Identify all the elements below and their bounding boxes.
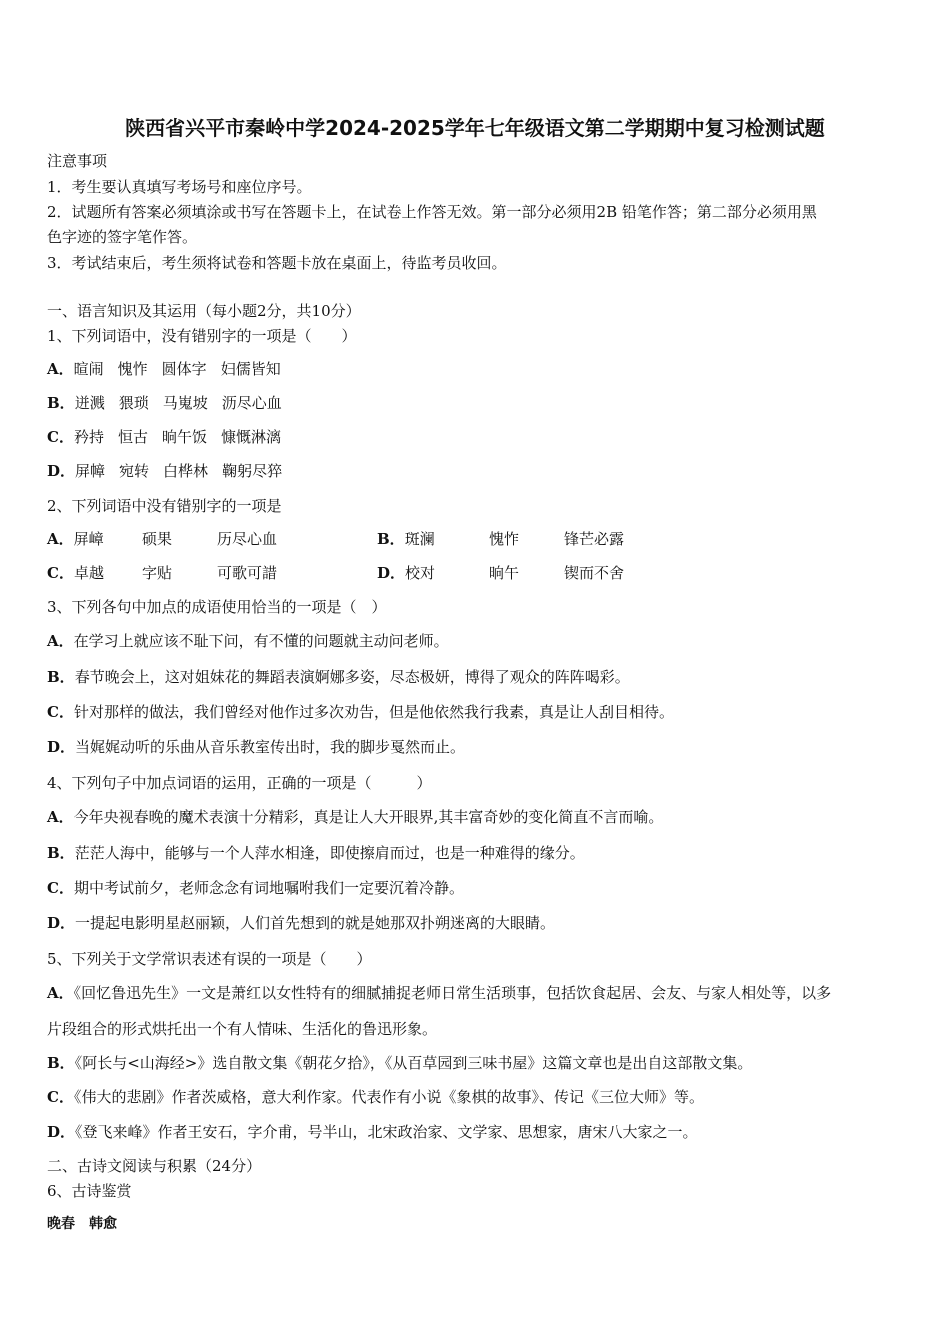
option-word: 慷慨淋漓: [221, 428, 282, 446]
option-label: B．: [47, 1054, 75, 1072]
q1-option-a: [47, 359, 281, 379]
option-word: 恒古: [117, 428, 148, 446]
option-word: 猥琐: [118, 394, 149, 412]
q5-option-a: [47, 983, 831, 1003]
q5-option-c: [47, 1087, 704, 1107]
option-word: 暄闹: [73, 360, 104, 378]
option-word: 锋芒必露: [564, 530, 625, 548]
notice-item: 2．试题所有答案必须填涂或书写在答题卡上，在试卷上作答无效。第一部分必须用2B 铅笔作答；第二部分必须用黑: [47, 203, 817, 221]
option-text: 《伟大的悲剧》作者茨威格，意大利作家。代表作有小说《象棋的故事》、传记《三位大师》等。: [73, 1088, 704, 1106]
notice-heading: 注意事项: [47, 152, 108, 170]
option-label: D．: [47, 738, 76, 756]
option-word: 屏嶂: [73, 530, 104, 548]
option-text: 《登飞来峰》作者王安石，字介甫，号半山，北宋政治家、文学家、思想家，唐宋八大家之一。: [75, 1123, 698, 1141]
option-word: 历尽心血: [217, 530, 278, 548]
option-word: 鞠躬尽猝: [222, 462, 283, 480]
option-text: 在学习上就应该不耻下问，有不懂的问题就主动问老师。: [73, 632, 449, 650]
option-text: 一提起电影明星赵丽颖，人们首先想到的就是她那双扑朔迷离的大眼睛。: [75, 914, 556, 932]
poem-author: 韩愈: [89, 1216, 117, 1232]
option-label: B．: [47, 844, 75, 862]
option-label: A．: [47, 360, 74, 378]
q2-option-d: [377, 563, 625, 583]
q4-option-d: [47, 913, 555, 933]
option-label: B．: [47, 668, 75, 686]
q2-option-b: [377, 529, 625, 549]
option-text: 春节晚会上，这对姐妹花的舞蹈表演婀娜多姿，尽态极妍，博得了观众的阵阵喝彩。: [74, 668, 630, 686]
option-word: 斑澜: [404, 530, 435, 548]
option-label: C．: [47, 1088, 74, 1106]
option-label: A．: [47, 984, 74, 1002]
option-word: 圆体字: [161, 360, 207, 378]
option-word: 可歌可諎: [217, 564, 278, 582]
option-text: 《回忆鲁迅先生》一文是萧红以女性特有的细腻捕捉老师日常生活琐事，包括饮食起居、会友、与家人相处等，以多: [73, 984, 832, 1002]
q4-option-a: [47, 807, 663, 827]
poem-title: 晚春: [47, 1216, 75, 1232]
q1-option-b: [47, 393, 282, 413]
option-label: A．: [47, 530, 74, 548]
option-word: 愧怍: [489, 530, 520, 548]
option-word: 晌午: [489, 564, 520, 582]
option-word: 白桦林: [163, 462, 209, 480]
option-text: 期中考试前夕，老师念念有词地嘱咐我们一定要沉着冷静。: [73, 879, 464, 897]
section1-heading: 一、语言知识及其运用（每小题2分，共10分）: [47, 302, 361, 320]
option-label: C．: [47, 703, 74, 721]
option-label: C．: [47, 564, 74, 582]
q5-stem: 5、下列关于文学常识表述有误的一项是（ ）: [47, 950, 372, 968]
q5-option-d: [47, 1122, 698, 1142]
option-label: C．: [47, 879, 74, 897]
option-word: 卓越: [73, 564, 104, 582]
option-text: 针对那样的做法，我们曾经对他作过多次劝告，但是他依然我行我素，真是让人刮目相待。: [73, 703, 674, 721]
option-word: 锲而不舍: [564, 564, 625, 582]
option-word: 马嵬坡: [162, 394, 208, 412]
q6-stem: 6、古诗鉴赏: [47, 1182, 132, 1200]
option-label: A．: [47, 632, 74, 650]
option-text: 今年央视春晚的魔术表演十分精彩，真是让人大开眼界,其丰富奇妙的变化简直不言而喻。: [73, 808, 664, 826]
q1-option-d: [47, 461, 282, 481]
option-label: D．: [47, 914, 76, 932]
page-title: 陕西省兴平市秦岭中学2024-2025学年七年级语文第二学期期中复习检测试题: [125, 116, 825, 140]
option-label: C．: [47, 428, 74, 446]
option-label: A．: [47, 808, 74, 826]
option-word: 愧怍: [117, 360, 148, 378]
option-word: 晌午饭: [161, 428, 207, 446]
q5-option-b: [47, 1053, 752, 1073]
q3-stem: 3、下列各句中加点的成语使用恰当的一项是（ ）: [47, 598, 387, 616]
q3-option-d: [47, 737, 465, 757]
option-word: 矜持: [73, 428, 104, 446]
q4-option-c: [47, 878, 464, 898]
option-label: B．: [47, 394, 75, 412]
q2-stem: 2、下列词语中没有错别字的一项是: [47, 497, 282, 515]
option-word: 迸溅: [74, 394, 105, 412]
q1-option-c: [47, 427, 281, 447]
option-label: D．: [47, 1123, 76, 1141]
option-word: 校对: [405, 564, 436, 582]
q5-option-a-continued: [47, 1019, 437, 1039]
option-word: 字贴: [142, 564, 173, 582]
notice-item: 3．考试结束后，考生须将试卷和答题卡放在桌面上，待监考员收回。: [47, 254, 507, 272]
q3-option-a: [47, 631, 449, 651]
q3-option-c: [47, 702, 674, 722]
option-label: D．: [377, 564, 406, 582]
option-word: 宛转: [119, 462, 150, 480]
q2-option-c: [47, 563, 278, 583]
q4-stem: 4、下列句子中加点词语的运用，正确的一项是（ ）: [47, 774, 432, 792]
q4-option-b: [47, 843, 585, 863]
q3-option-b: [47, 667, 630, 687]
q2-option-a: [47, 529, 278, 549]
notice-item: 色字迹的签字笔作答。: [47, 228, 198, 246]
option-text: 茫茫人海中，能够与一个人萍水相逢，即使擦肩而过，也是一种难得的缘分。: [74, 844, 585, 862]
option-text: 片段组合的形式烘托出一个有人情味、生活化的鲁迅形象。: [47, 1020, 438, 1038]
option-label: D．: [47, 462, 76, 480]
option-text: 当娓娓动听的乐曲从音乐教室传出时，我的脚步戛然而止。: [75, 738, 466, 756]
notice-item: 1．考生要认真填写考场号和座位序号。: [47, 178, 312, 196]
option-word: 妇儒皆知: [220, 360, 281, 378]
option-word: 硕果: [142, 530, 173, 548]
option-text: 《阿长与<山海经>》选自散文集《朝花夕拾》，《从百草园到三味书屋》这篇文章也是出自这部散文集。: [74, 1054, 753, 1072]
option-word: 沥尽心血: [221, 394, 282, 412]
section2-heading: 二、古诗文阅读与积累（24分）: [47, 1157, 262, 1175]
option-word: 屏幛: [75, 462, 106, 480]
poem-heading: [47, 1214, 117, 1234]
q1-stem: 1、下列词语中，没有错别字的一项是（ ）: [47, 327, 357, 345]
option-label: B．: [377, 530, 405, 548]
